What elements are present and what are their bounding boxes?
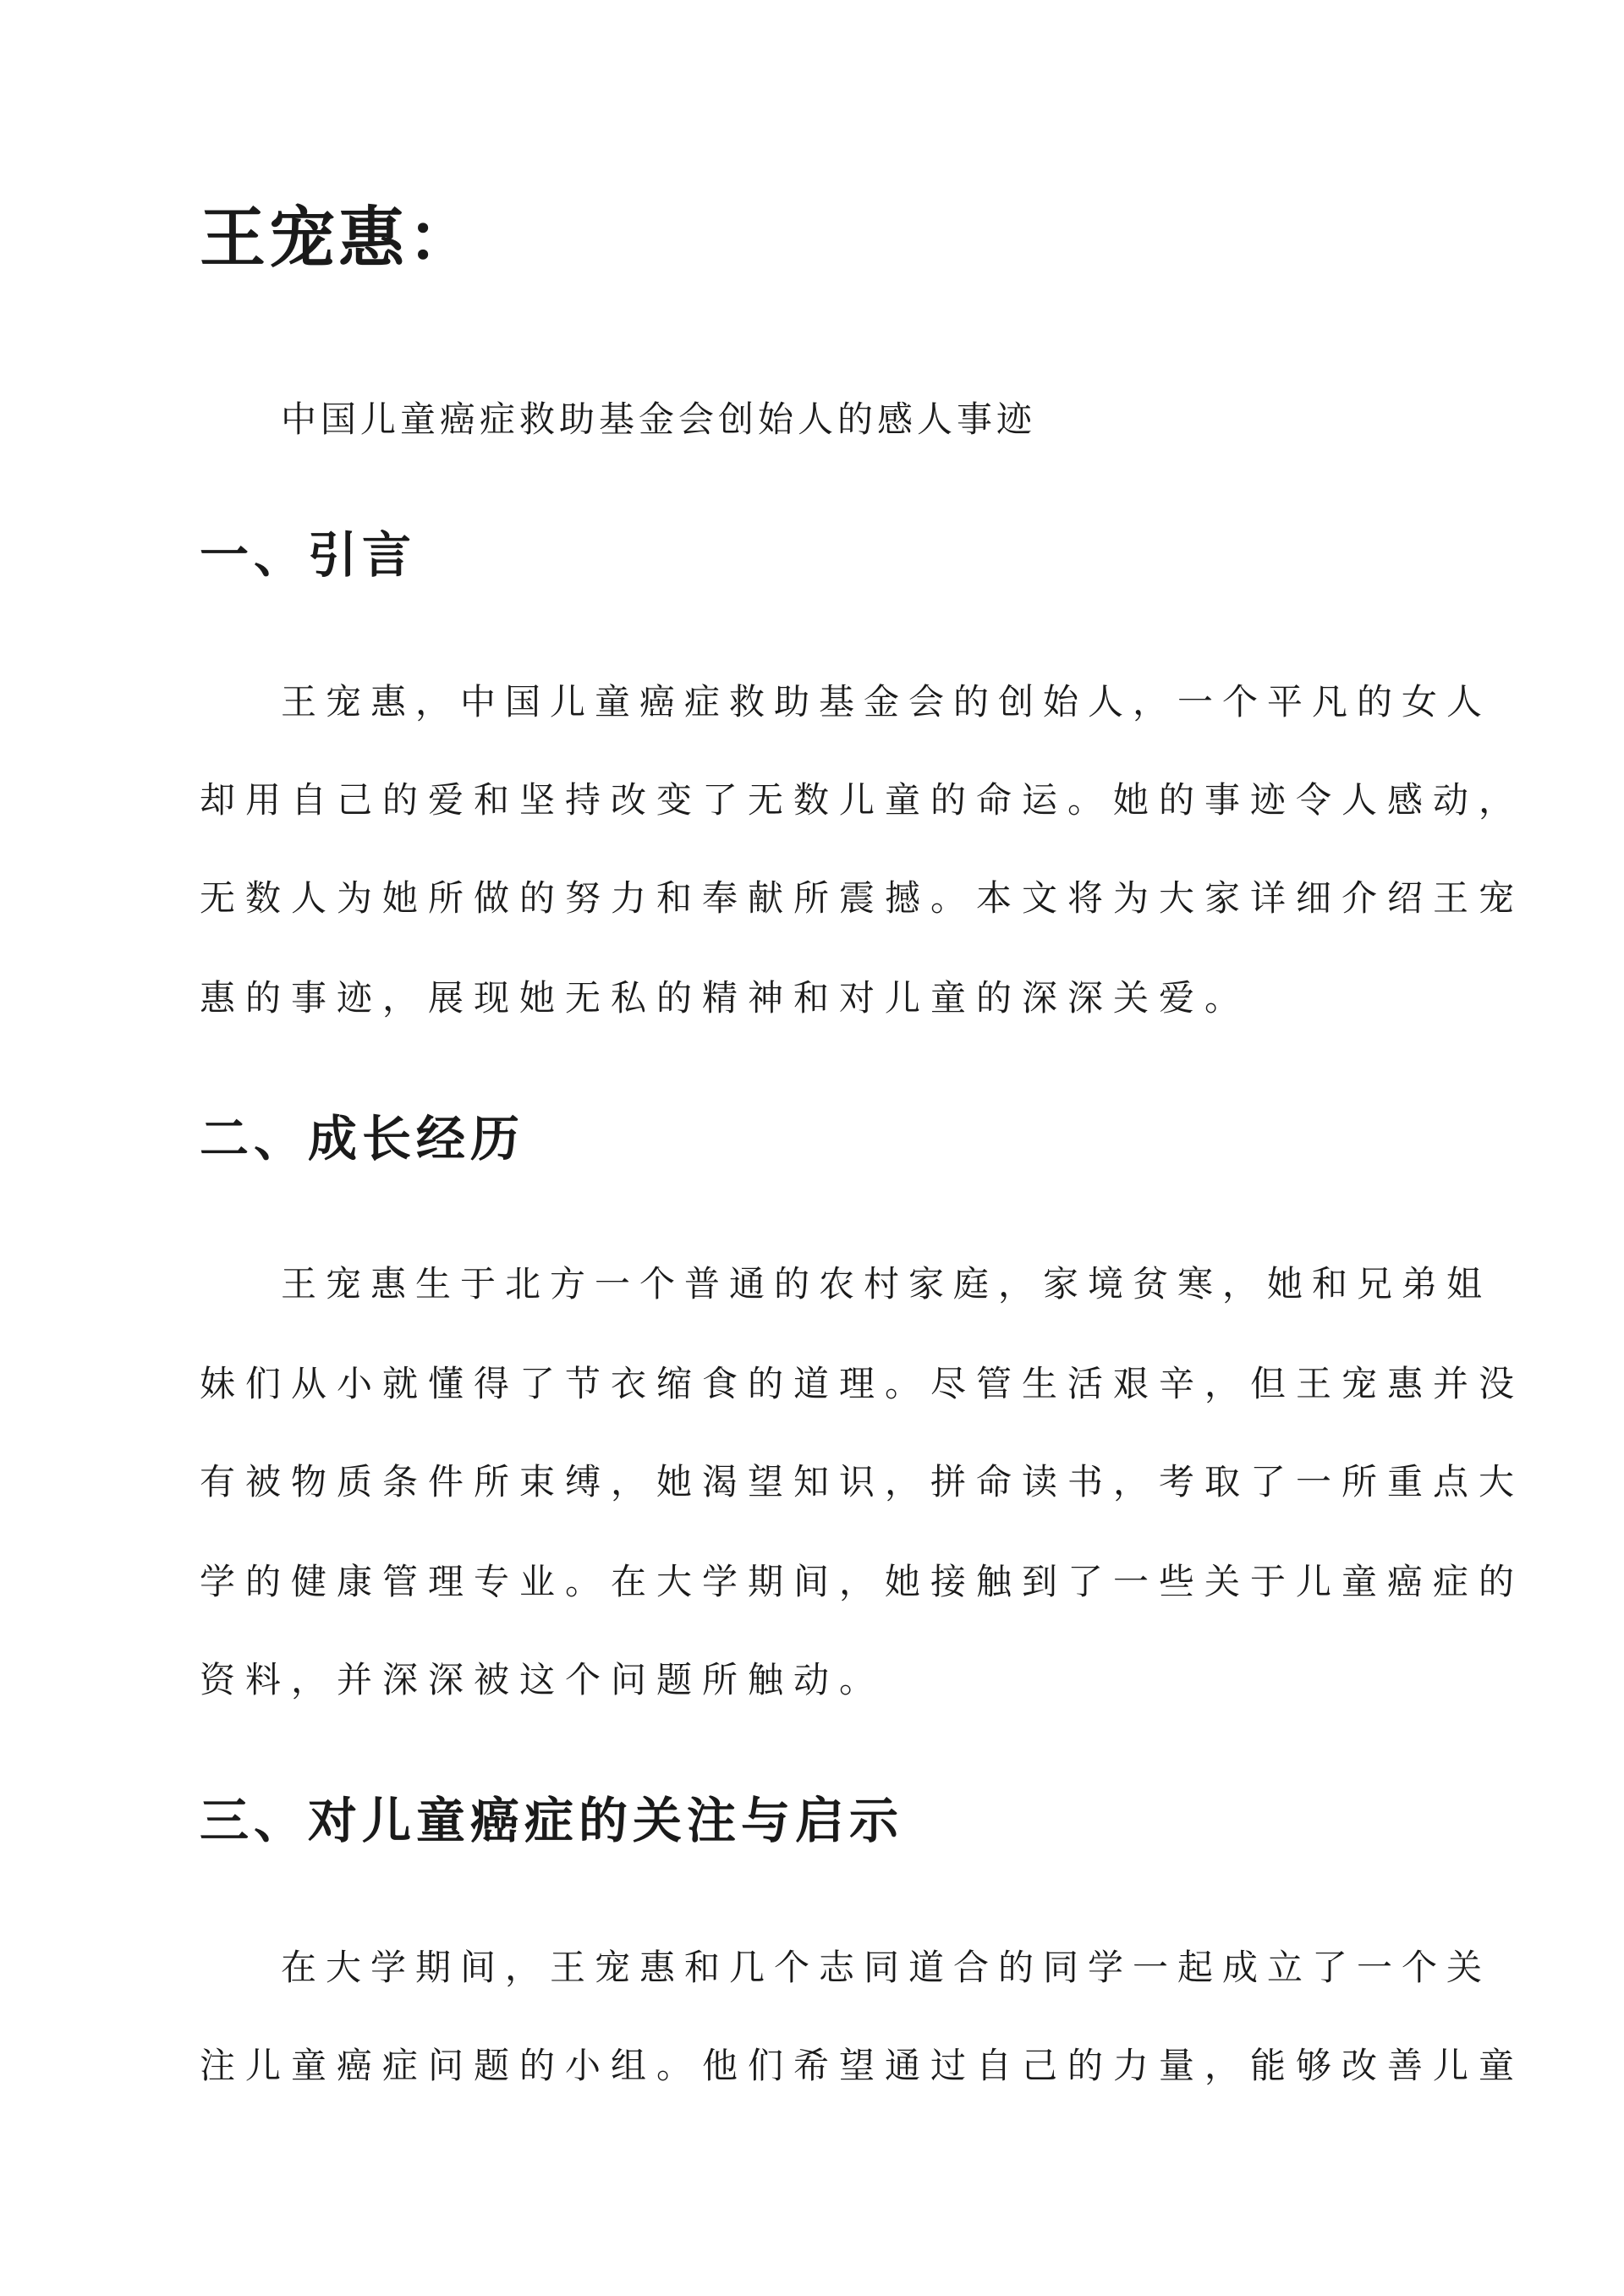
paragraph-line: 惠的事迹，展现她无私的精神和对儿童的深深关爱。 <box>200 977 1251 1019</box>
paragraph-line: 王宠惠生于北方一个普通的农村家庭，家境贫寒，她和兄弟姐 <box>281 1263 1492 1305</box>
paragraph-line: 王宠惠，中国儿童癌症救助基金会的创始人，一个平凡的女人 <box>281 681 1492 722</box>
paragraph-line: 资料，并深深被这个问题所触动。 <box>200 1659 886 1700</box>
section-heading-attention: 三、对儿童癌症的关注与启示 <box>200 1792 904 1849</box>
document-title: 王宠惠： <box>200 200 478 277</box>
paragraph-line: 有被物质条件所束缚，她渴望知识，拼命读书，考取了一所重点大 <box>200 1461 1525 1502</box>
document-subtitle: 中国儿童癌症救助基金会创始人的感人事迹 <box>281 398 1037 440</box>
section-heading-growth: 二、成长经历 <box>200 1110 525 1167</box>
paragraph-line: 却用自己的爱和坚持改变了无数儿童的命运。她的事迹令人感动， <box>200 779 1525 821</box>
paragraph-line: 注儿童癌症问题的小组。他们希望通过自己的力量，能够改善儿童 <box>200 2045 1525 2086</box>
paragraph-line: 妹们从小就懂得了节衣缩食的道理。尽管生活艰辛，但王宠惠并没 <box>200 1363 1525 1404</box>
paragraph-line: 无数人为她所做的努力和奉献所震撼。本文将为大家详细介绍王宠 <box>200 877 1525 919</box>
paragraph-line: 在大学期间，王宠惠和几个志同道合的同学一起成立了一个关 <box>281 1947 1492 1988</box>
section-heading-intro: 一、引言 <box>200 526 417 584</box>
paragraph-line: 学的健康管理专业。在大学期间，她接触到了一些关于儿童癌症的 <box>200 1561 1525 1602</box>
